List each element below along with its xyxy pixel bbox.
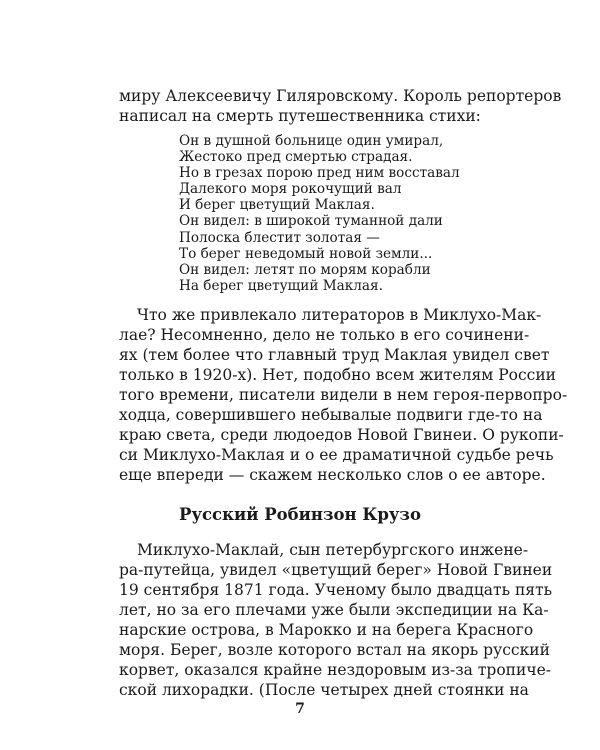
text-line: нарские острова, в Марокко и на берега Красного [119,621,534,639]
text-line: лет, но за его плечами уже были экспедиции на Ка- [119,601,549,619]
paragraph-first-line: Что же привлекало литераторов в Миклухо-Мак- [137,306,542,324]
text-line: лае? Несомненно, дело не только в его сочинени- [119,326,530,344]
poem-line: Но в грезах порою пред ним восставал [179,165,460,182]
text-line: си Миклухо-Маклая и о ее драматичной судьбе речь [119,446,554,464]
text-line: корвет, оказался крайне нездоровым из-за тропиче- [119,661,551,679]
poem-line: Далекого моря рокочущий вал [179,181,402,198]
text-line: краю света, среди людоедов Новой Гвинеи. О рукопи- [119,426,564,444]
page-number: 7 [295,701,305,717]
poem-line: Он в душной больнице один умирал, [179,133,444,149]
text-line: ской лихорадки. (После четырех дней стоянки на [119,681,529,699]
poem-line: То берег неведомый новой земли... [179,245,433,262]
text-line: миру Алексеевичу Гиляровскому. Король репортеров [119,87,562,105]
text-line: 19 сентября 1871 года. Ученому было двадцать пять [119,581,553,599]
poem-block [179,133,460,294]
text-line: ра-путейца, увидел «цветущий берег» Новой Гвинеи [119,561,553,579]
section-heading: Русский Робинзон Крузо [179,505,421,524]
poem-line: Жестоко пред смертью страдая. [179,149,413,166]
paragraph-first-line: Миклухо-Маклай, сын петербургского инжене- [137,541,529,559]
text-line: написал на смерть путешественника стихи: [119,107,481,125]
text-line: ходца, совершившего небывалые подвиги где-то на [119,406,543,424]
text-line: ях (тем более что главный труд Маклая увидел свет [119,346,550,364]
poem-line: Он видел: летят по морям корабли [179,261,431,278]
text-line: моря. Берег, возле которого встал на якорь русский [119,641,550,659]
text-line: того времени, писатели видели в нем героя-первопро- [119,386,568,404]
poem-line: Он видел: в широкой туманной дали [179,213,443,230]
poem-line: На берег цветущий Маклая. [179,277,383,294]
text-line: только в 1920-х). Нет, подобно всем жителям России [119,366,556,384]
poem-line: Полоска блестит золотая — [179,229,380,246]
poem-line: И берег цветущий Маклая. [179,197,375,214]
text-line: еще впереди — скажем несколько слов о ее авторе. [119,466,546,484]
